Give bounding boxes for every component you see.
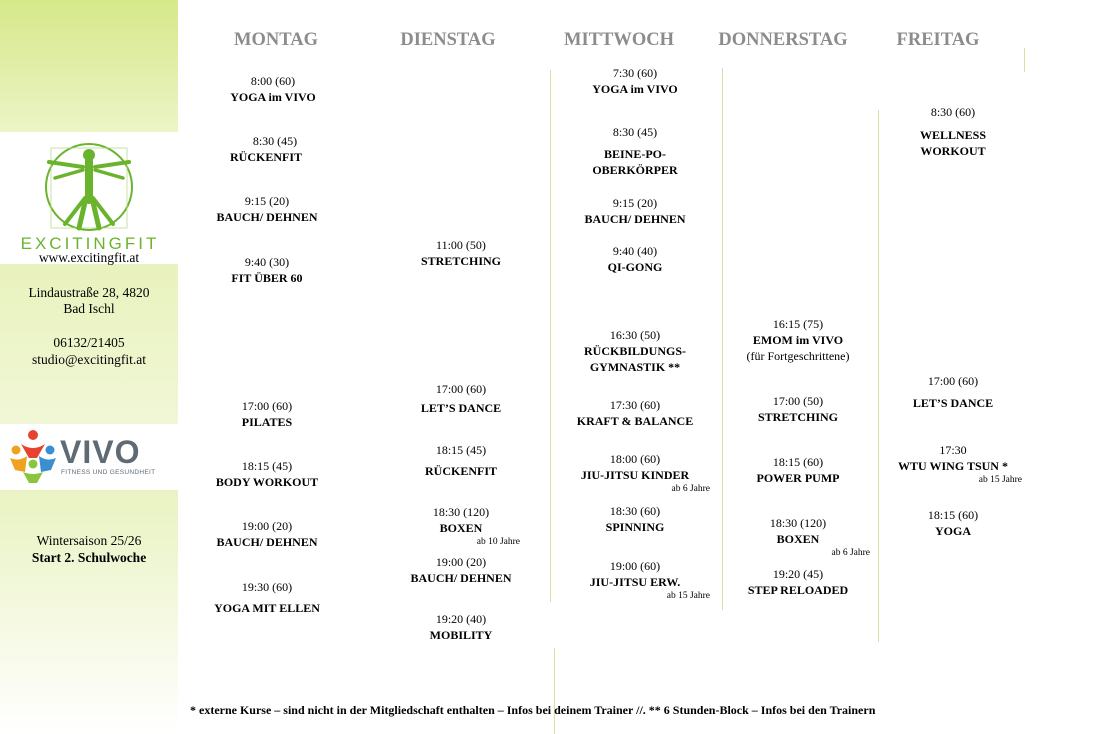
class-entry	[560, 558, 710, 602]
class-name: STRETCHING	[420, 254, 502, 268]
email-address[interactable]: studio@excitingfit.at	[31, 352, 147, 367]
class-name: FIT ÜBER 60	[231, 271, 303, 285]
class-entry	[884, 442, 1022, 486]
class-time: 19:20 (40)	[435, 612, 487, 626]
class-time: 9:15 (20)	[612, 196, 658, 210]
website-link[interactable]: www.excitingfit.at	[38, 250, 140, 265]
class-entry	[726, 454, 870, 486]
class-name: GYMNASTIK **	[589, 360, 681, 374]
class-entry	[388, 611, 534, 643]
class-entry	[560, 195, 710, 227]
class-name: BOXEN	[776, 532, 820, 546]
class-name: BEINE-PO-	[603, 147, 666, 161]
class-entry	[560, 243, 710, 275]
class-entry	[200, 133, 346, 165]
address-line2: Bad Ischl	[63, 301, 115, 316]
class-name: BOXEN	[439, 521, 483, 535]
age-note: ab 15 Jahre	[666, 591, 710, 601]
class-name: JIU-JITSU ERW.	[589, 575, 681, 589]
class-time: 16:15 (75)	[772, 317, 824, 331]
class-entry	[560, 503, 710, 535]
class-time: 9:40 (30)	[244, 255, 290, 269]
column-divider	[878, 110, 879, 642]
class-name: STEP RELOADED	[747, 583, 849, 597]
class-name: EMOM im VIVO	[752, 333, 844, 347]
class-time: 18:00 (60)	[609, 452, 661, 466]
class-entry	[560, 327, 710, 375]
column-divider	[722, 68, 723, 610]
class-entry	[560, 124, 710, 178]
vivo-logo-tagline: FITNESS UND GESUNDHEIT	[61, 469, 156, 476]
class-name: KRAFT & BALANCE	[576, 414, 694, 428]
class-name: WELLNESS	[919, 128, 987, 142]
class-name: QI-GONG	[607, 260, 663, 274]
class-name: BAUCH/ DEHNEN	[216, 210, 318, 224]
class-entry	[194, 579, 340, 616]
class-time: 18:15 (60)	[927, 508, 979, 522]
class-time: 16:30 (50)	[609, 328, 661, 342]
class-time: 8:30 (45)	[252, 134, 298, 148]
class-name: WORKOUT	[920, 144, 986, 158]
class-name: JIU-JITSU KINDER	[580, 468, 690, 482]
class-entry	[200, 73, 346, 105]
class-name: BAUCH/ DEHNEN	[584, 212, 686, 226]
class-entry	[884, 373, 1022, 411]
class-entry	[194, 518, 340, 550]
phone-number[interactable]: 06132/21405	[53, 335, 125, 350]
class-time: 17:00 (60)	[241, 399, 293, 413]
class-time: 19:00 (60)	[609, 559, 661, 573]
address-line1: Lindaustraße 28, 4820	[28, 285, 150, 300]
class-name: MOBILITY	[429, 628, 493, 642]
age-note: ab 6 Jahre	[671, 484, 710, 494]
class-name: RÜCKBILDUNGS-	[583, 344, 686, 358]
age-note: ab 6 Jahre	[831, 548, 870, 558]
class-entry	[726, 316, 870, 364]
class-entry	[388, 381, 534, 416]
class-time: 9:40 (40)	[612, 244, 658, 258]
class-entry	[388, 237, 534, 269]
class-name: BODY WORKOUT	[215, 475, 319, 489]
class-entry	[194, 254, 340, 286]
class-time: 18:15 (45)	[241, 459, 293, 473]
column-divider	[550, 70, 551, 602]
class-time: 18:30 (120)	[432, 505, 490, 519]
class-entry	[560, 397, 710, 429]
vivo-logo-text: VIVO	[60, 434, 141, 470]
class-name: SPINNING	[605, 520, 665, 534]
class-entry	[560, 451, 710, 495]
class-name: WTU WING TSUN *	[898, 459, 1008, 473]
class-name: STRETCHING	[757, 410, 839, 424]
class-name: YOGA	[935, 524, 971, 538]
day-header-montag: MONTAG	[234, 30, 318, 50]
class-entry	[884, 507, 1022, 539]
day-header-mittwoch: MITTWOCH	[564, 30, 674, 50]
class-time: 8:30 (60)	[930, 105, 976, 119]
class-name: LET’S DANCE	[420, 401, 502, 415]
class-entry	[388, 504, 534, 548]
class-time: 17:30 (60)	[609, 398, 661, 412]
age-note: ab 10 Jahre	[476, 537, 520, 547]
class-subtitle: (für Fortgeschrittene)	[746, 349, 850, 363]
sidebar-gradient-bottom	[0, 490, 178, 734]
class-name: YOGA MIT ELLEN	[214, 601, 320, 615]
day-header-donnerstag: DONNERSTAG	[718, 30, 848, 50]
class-time: 17:30	[939, 443, 967, 457]
class-time: 7:30 (60)	[612, 66, 658, 80]
class-time: 18:15 (60)	[772, 455, 824, 469]
class-entry	[560, 65, 710, 97]
class-entry	[194, 193, 340, 225]
class-time: 9:15 (20)	[244, 194, 290, 208]
class-time: 17:00 (60)	[435, 382, 487, 396]
class-name: BAUCH/ DEHNEN	[410, 571, 512, 585]
class-time: 19:00 (20)	[435, 555, 487, 569]
class-entry	[194, 458, 340, 490]
class-entry	[726, 515, 870, 559]
class-time: 19:30 (60)	[241, 580, 293, 594]
class-time: 18:15 (45)	[435, 443, 487, 457]
class-entry	[726, 393, 870, 425]
class-time: 17:00 (60)	[927, 374, 979, 388]
class-name: OBERKÖRPER	[592, 163, 678, 177]
column-divider	[1024, 48, 1025, 72]
day-header-dienstag: DIENSTAG	[400, 30, 496, 50]
class-entry	[194, 398, 340, 430]
class-time: 19:20 (45)	[772, 567, 824, 581]
class-name: BAUCH/ DEHNEN	[216, 535, 318, 549]
class-name: PILATES	[241, 415, 293, 429]
class-time: 17:00 (50)	[772, 394, 824, 408]
class-time: 8:00 (60)	[250, 74, 296, 88]
column-divider	[554, 648, 555, 734]
class-time: 19:00 (20)	[241, 519, 293, 533]
age-note: ab 15 Jahre	[978, 475, 1022, 485]
class-time: 8:30 (45)	[612, 125, 658, 139]
class-name: YOGA im VIVO	[230, 90, 316, 104]
season-start: Start 2. Schulwoche	[31, 550, 147, 565]
vivo-people-icon	[7, 428, 59, 484]
class-entry	[388, 554, 534, 586]
class-name: YOGA im VIVO	[592, 82, 678, 96]
day-header-freitag: FREITAG	[896, 30, 980, 50]
class-time: 18:30 (120)	[769, 516, 827, 530]
vitruvian-man-icon	[39, 140, 139, 240]
class-time: 11:00 (50)	[436, 238, 486, 252]
excitingfit-logo-text: EXCITINGFIT	[20, 234, 160, 253]
class-name: RÜCKENFIT	[424, 464, 497, 478]
class-entry	[726, 566, 870, 598]
sidebar-gradient-top	[0, 0, 178, 132]
sidebar	[0, 0, 178, 734]
season-label: Wintersaison 25/26	[36, 533, 142, 548]
class-entry	[388, 442, 534, 479]
class-time: 18:30 (60)	[609, 504, 661, 518]
class-name: LET’S DANCE	[912, 396, 994, 410]
class-name: POWER PUMP	[756, 471, 840, 485]
class-name: RÜCKENFIT	[229, 150, 302, 164]
class-entry	[884, 104, 1022, 159]
footnote: * externe Kurse – sind nicht in der Mitgliedschaft enthalten – Infos bei deinem Trainer //. ** 6 Stunden-Block – Infos bei den Trainern	[190, 703, 876, 717]
